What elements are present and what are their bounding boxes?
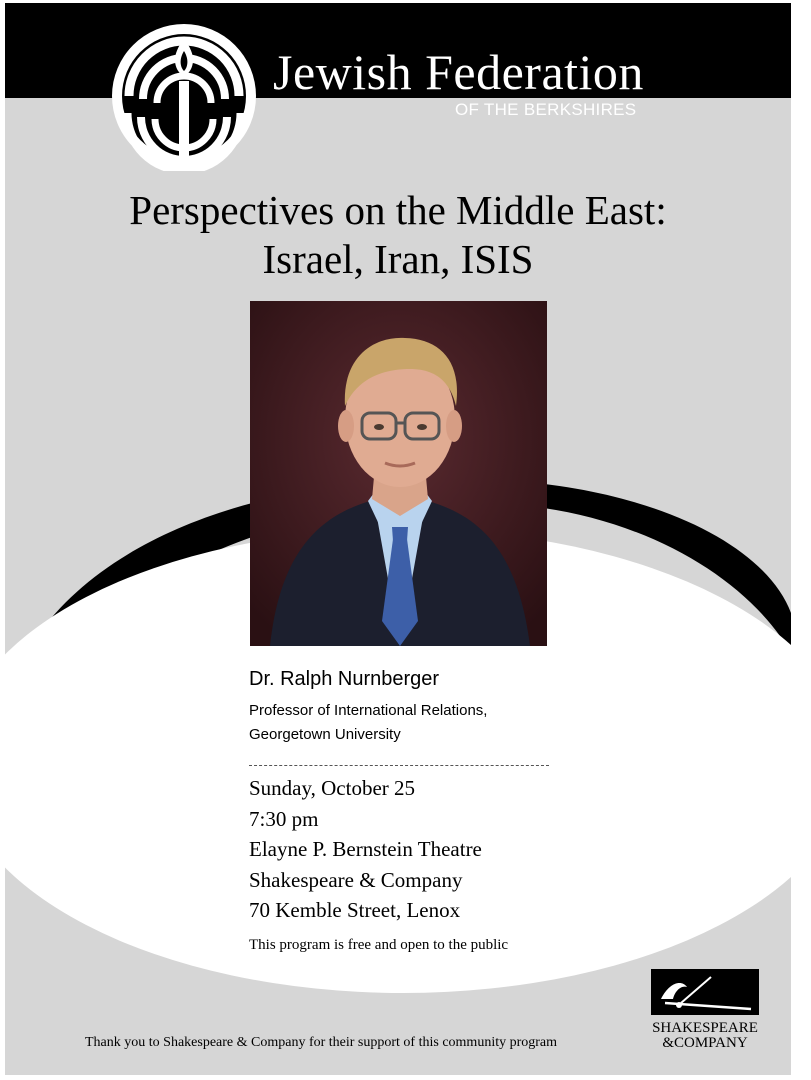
menorah-emblem-icon <box>109 21 259 171</box>
speaker-role-line-1: Professor of International Relations, <box>249 702 488 719</box>
admission-note: This program is free and open to the public <box>249 937 509 953</box>
event-title-line-1: Perspectives on the Middle East: <box>129 187 667 233</box>
speaker-role-line-2: Georgetown University <box>249 726 401 743</box>
speaker-name: Dr. Ralph Nurnberger <box>249 668 440 690</box>
shakespeare-logo-text <box>647 1021 763 1051</box>
speaker-portrait-photo <box>250 301 547 646</box>
event-host: Shakespeare & Company <box>249 867 463 892</box>
event-venue: Elayne P. Bernstein Theatre <box>249 837 482 861</box>
dashed-divider <box>249 765 549 766</box>
org-subtitle: OF THE BERKSHIRES <box>455 100 637 119</box>
event-date: Sunday, October 25 <box>249 776 416 800</box>
event-time: 7:30 pm <box>249 806 319 831</box>
event-details <box>249 773 482 926</box>
sponsor-thanks: Thank you to Shakespeare & Company for their support of this community program <box>85 1035 558 1050</box>
speaker-role <box>249 699 487 747</box>
shakespeare-company-logo <box>647 969 763 1061</box>
sponsor-line-2: &COMPANY <box>662 1035 748 1051</box>
shakespeare-logo-mark <box>651 969 759 1015</box>
sponsor-line-1: SHAKESPEARE <box>652 1020 758 1036</box>
event-title <box>5 186 791 284</box>
event-address: 70 Kemble Street, Lenox <box>249 898 461 922</box>
org-name: Jewish Federation <box>273 44 644 100</box>
event-flyer <box>5 3 791 1075</box>
event-title-line-2: Israel, Iran, ISIS <box>262 236 534 282</box>
